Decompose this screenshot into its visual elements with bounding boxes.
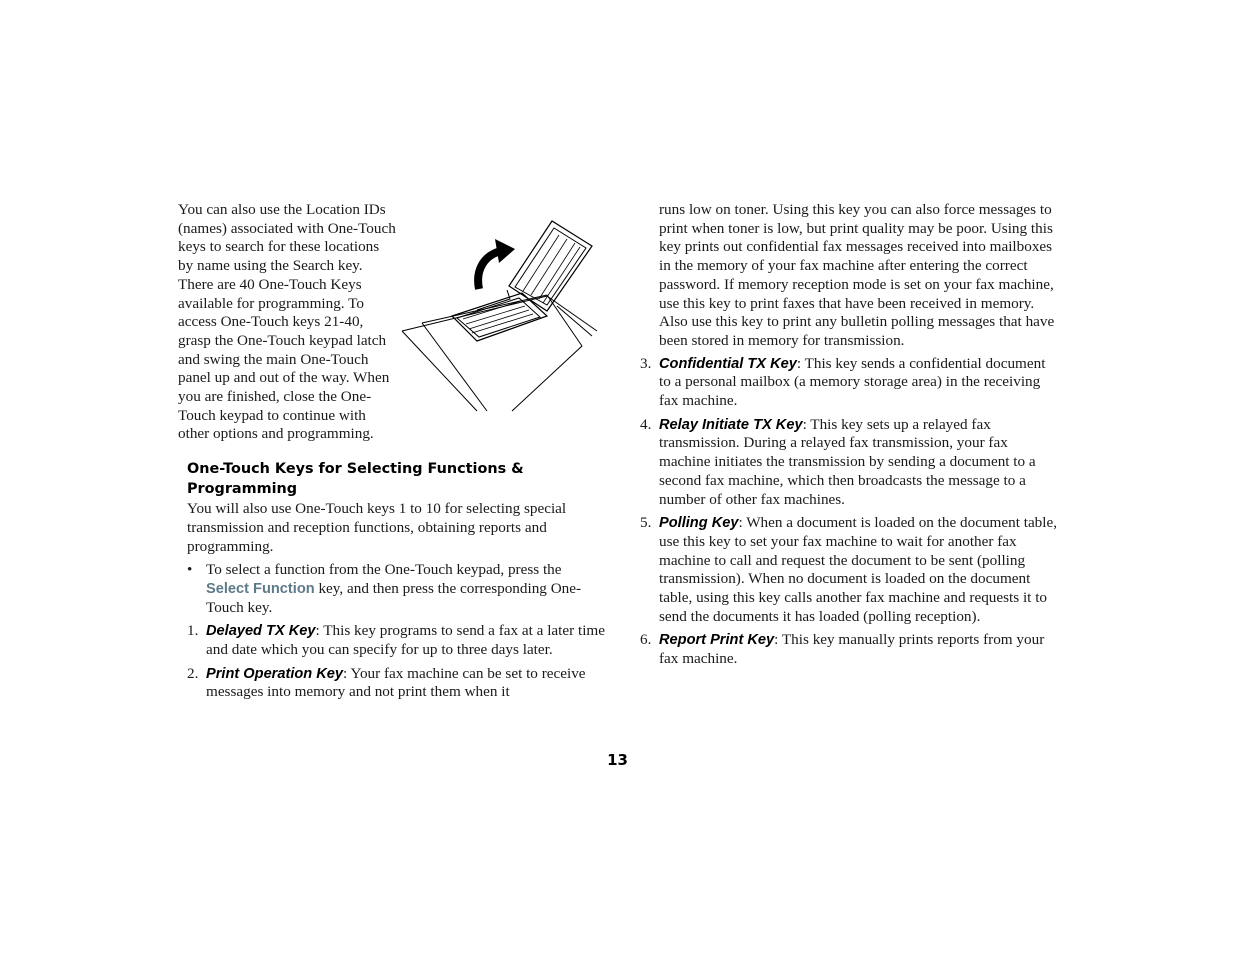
intro-paragraph: You can also use the Location IDs (names) associated with One-Touch keys to search for these locations by name using the Search key. There are 40 One-Touch Keys available for programming. To access One-Touch keys 21-40, grasp the One-Touch keypad latch and swing the main One-Touch panel up and out of the way. When you are finished, close the One-Touch keypad to continue with other options and programming. [178,201,396,443]
section-heading: One-Touch Keys for Selecting Functions & Programming [187,461,524,498]
list-item: • To select a function from the One-Touch keypad, press the Select Function key, and then press the corresponding One-Touch key. [187,561,582,616]
list-term: Relay Initiate TX Key [659,416,803,433]
one-touch-panel-illustration [397,211,602,416]
numbered-list-right [640,355,1058,669]
numbered-list-left [178,622,608,702]
keypad-illustration [397,211,602,416]
curved-arrow-icon [478,251,501,289]
right-column [640,201,1058,669]
list-item: 3. Confidential TX Key: This key sends a confidential document to a personal mailbox (a memory storage area) in the receiving fax machine. [640,354,1046,410]
page-number: 13 [607,751,628,769]
list-item: 6. Report Print Key: This key manually prints reports from your fax machine. [640,631,1045,668]
bullet-marker: • [187,561,193,579]
list-term: Polling Key [659,515,739,532]
list-item: 4. Relay Initiate TX Key: This key sets up a relayed fax transmission. During a relayed fax transmission, your fax machine initiates the transmission by sending a document to a second fax machine, which then broadcasts the message to a number of other fax machines. [640,415,1036,508]
left-column [178,201,608,702]
intro-block [178,201,608,444]
list-term: Print Operation Key [206,665,344,682]
select-function-key: Select Function [206,580,315,597]
bullet-list [178,561,608,617]
list-term: Delayed TX Key [206,623,316,640]
list-term: Confidential TX Key [659,355,797,372]
list-item: 2. Print Operation Key: Your fax machine can be set to receive messages into memory and not print them when it [187,664,586,701]
list-item: 1. Delayed TX Key: This key programs to send a fax at a later time and date which you can specify for up to three days later. [187,622,605,659]
arrow-head-icon [495,239,515,263]
list-term: Report Print Key [659,632,775,649]
section-paragraph: You will also use One-Touch keys 1 to 10 for selecting special transmission and reception functions, obtaining reports and programming. [187,500,567,555]
continuation-paragraph: runs low on toner. Using this key you can also force messages to print when toner is low, but print quality may be poor. Using this key prints out confidential fax messages received into mailboxes in the memory of your fax machine after entering the correct password. If memory reception mode is set on your fax machine, use this key to print faxes that have been received in memory. Also use this key to print any bulletin polling messages that have been stored in memory for transmission. [659,201,1055,349]
list-item: 5. Polling Key: When a document is loaded on the document table, use this key to set your fax machine to wait for another fax machine to call and request the document to be sent (polling transmission). When no document is loaded on the document table, using this key calls another fax machine and requests it to send the documents it has loaded (polling reception). [640,514,1058,625]
